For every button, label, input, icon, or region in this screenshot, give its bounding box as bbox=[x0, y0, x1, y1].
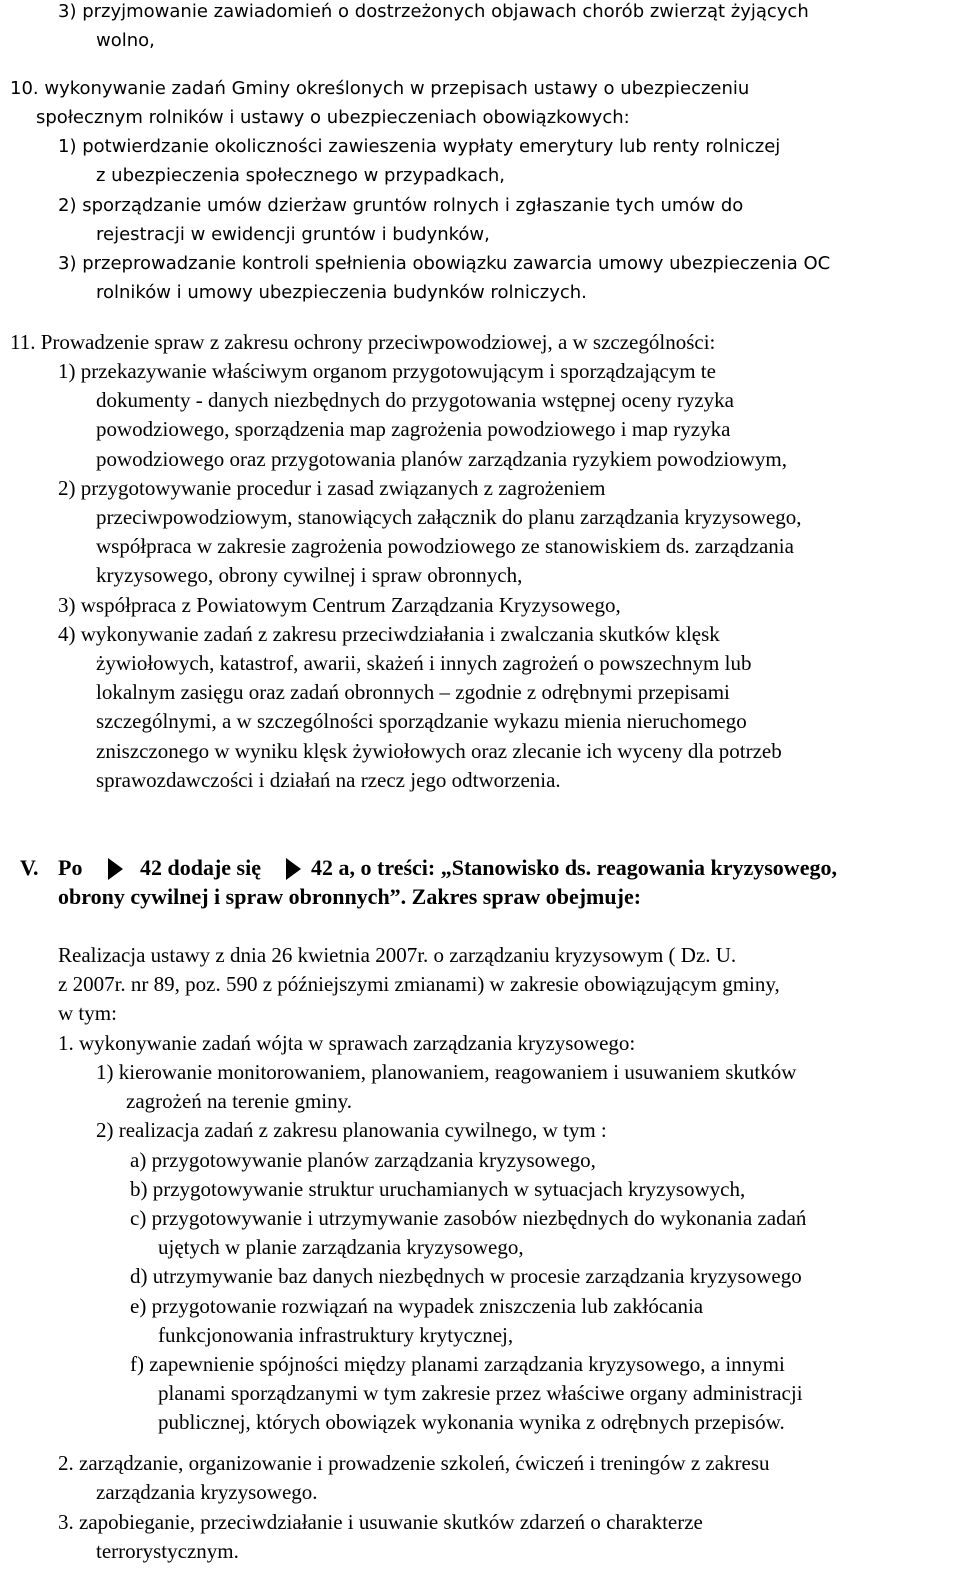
text-line: 3) przyjmowanie zawiadomień o dostrzeżonych objawach chorób zwierząt żyjących bbox=[58, 1, 809, 22]
text-line: 10. wykonywanie zadań Gminy określonych w przepisach ustawy o ubezpieczeniu bbox=[10, 78, 750, 99]
text-line: lokalnym zasięgu oraz zadań obronnych – zgodnie z odrębnymi przepisami bbox=[96, 680, 730, 704]
text-line: rejestracji w ewidencji gruntów i budynków, bbox=[96, 224, 490, 245]
text-line: b) przygotowywanie struktur uruchamianych w sytuacjach kryzysowych, bbox=[130, 1177, 746, 1201]
text-line: powodziowego oraz przygotowania planów zarządzania ryzykiem powodziowym, bbox=[96, 447, 788, 471]
text-line: publicznej, których obowiązek wykonania wynika z odrębnych przepisów. bbox=[158, 1410, 785, 1434]
text-line: d) utrzymywanie baz danych niezbędnych w procesie zarządzania kryzysowego bbox=[130, 1264, 802, 1288]
text-line: funkcjonowania infrastruktury krytycznej, bbox=[158, 1323, 514, 1347]
text-line: 2) realizacja zadań z zakresu planowania cywilnego, w tym : bbox=[96, 1118, 607, 1142]
text-line: 3) przeprowadzanie kontroli spełnienia obowiązku zawarcia umowy ubezpieczenia OC bbox=[58, 253, 831, 274]
text-line: 4) wykonywanie zadań z zakresu przeciwdziałania i zwalczania skutków klęsk bbox=[58, 622, 720, 646]
text-line: społecznym rolników i ustawy o ubezpieczeniach obowiązkowych: bbox=[36, 107, 630, 128]
section-heading-line: obrony cywilnej i spraw obronnych”. Zakres spraw obejmuje: bbox=[58, 884, 642, 909]
text-line: 1) kierowanie monitorowaniem, planowaniem, reagowaniem i usuwaniem skutków bbox=[96, 1060, 797, 1084]
text-line: zagrożeń na terenie gminy. bbox=[126, 1089, 353, 1113]
section-heading-part: 42 dodaje się bbox=[140, 855, 261, 880]
section-heading-part: Po bbox=[58, 855, 83, 880]
section-number: V. bbox=[20, 855, 39, 880]
text-line: 2) przygotowywanie procedur i zasad związanych z zagrożeniem bbox=[58, 476, 606, 500]
text-line: 3. zapobieganie, przeciwdziałanie i usuwanie skutków zdarzeń o charakterze bbox=[58, 1510, 703, 1534]
text-line: kryzysowego, obrony cywilnej i spraw obronnych, bbox=[96, 563, 523, 587]
text-line: z 2007r. nr 89, poz. 590 z późniejszymi zmianami) w zakresie obowiązującym gminy, bbox=[58, 972, 780, 996]
text-line: współpraca w zakresie zagrożenia powodziowego ze stanowiskiem ds. zarządzania bbox=[96, 534, 794, 558]
section-heading-part: 42 a, o treści: „Stanowisko ds. reagowania kryzysowego, bbox=[311, 855, 837, 880]
paragraph-symbol-icon bbox=[286, 858, 301, 880]
text-line: rolników i umowy ubezpieczenia budynków rolniczych. bbox=[96, 282, 587, 303]
text-line: w tym: bbox=[58, 1001, 117, 1025]
text-line: zniszczonego w wyniku klęsk żywiołowych oraz zlecanie ich wyceny dla potrzeb bbox=[96, 739, 782, 763]
text-line: 2. zarządzanie, organizowanie i prowadzenie szkoleń, ćwiczeń i treningów z zakresu bbox=[58, 1451, 770, 1475]
text-line: f) zapewnienie spójności między planami zarządzania kryzysowego, a innymi bbox=[130, 1352, 785, 1376]
text-line: szczególnymi, a w szczególności sporządzanie wykazu mienia nieruchomego bbox=[96, 709, 747, 733]
text-line: 1) potwierdzanie okoliczności zawieszenia wypłaty emerytury lub renty rolniczej bbox=[58, 136, 781, 157]
text-line: planami sporządzanymi w tym zakresie przez właściwe organy administracji bbox=[158, 1381, 803, 1405]
text-line: wolno, bbox=[96, 30, 155, 51]
text-line: 11. Prowadzenie spraw z zakresu ochrony przeciwpowodziowej, a w szczególności: bbox=[10, 330, 716, 354]
text-line: żywiołowych, katastrof, awarii, skażeń i innych zagrożeń o powszechnym lub bbox=[96, 651, 752, 675]
text-line: Realizacja ustawy z dnia 26 kwietnia 2007r. o zarządzaniu kryzysowym ( Dz. U. bbox=[58, 943, 737, 967]
text-line: e) przygotowanie rozwiązań na wypadek zniszczenia lub zakłócania bbox=[130, 1294, 704, 1318]
text-line: a) przygotowywanie planów zarządzania kryzysowego, bbox=[130, 1148, 596, 1172]
text-line: terrorystycznym. bbox=[96, 1539, 239, 1563]
text-line: sprawozdawczości i działań na rzecz jego odtworzenia. bbox=[96, 768, 561, 792]
text-line: c) przygotowywanie i utrzymywanie zasobów niezbędnych do wykonania zadań bbox=[130, 1206, 807, 1230]
paragraph-symbol-icon bbox=[108, 858, 123, 880]
text-line: zarządzania kryzysowego. bbox=[96, 1480, 318, 1504]
text-line: powodziowego, sporządzenia map zagrożenia powodziowego i map ryzyka bbox=[96, 417, 731, 441]
text-line: dokumenty - danych niezbędnych do przygotowania wstępnej oceny ryzyka bbox=[96, 388, 734, 412]
text-line: przeciwpowodziowym, stanowiących załącznik do planu zarządzania kryzysowego, bbox=[96, 505, 802, 529]
text-line: z ubezpieczenia społecznego w przypadkach, bbox=[96, 165, 506, 186]
text-line: 3) współpraca z Powiatowym Centrum Zarządzania Kryzysowego, bbox=[58, 593, 621, 617]
text-line: 1. wykonywanie zadań wójta w sprawach zarządzania kryzysowego: bbox=[58, 1031, 636, 1055]
text-line: 1) przekazywanie właściwym organom przygotowującym i sporządzającym te bbox=[58, 359, 716, 383]
text-line: 2) sporządzanie umów dzierżaw gruntów rolnych i zgłaszanie tych umów do bbox=[58, 195, 744, 216]
text-line: ujętych w planie zarządzania kryzysowego, bbox=[158, 1235, 524, 1259]
